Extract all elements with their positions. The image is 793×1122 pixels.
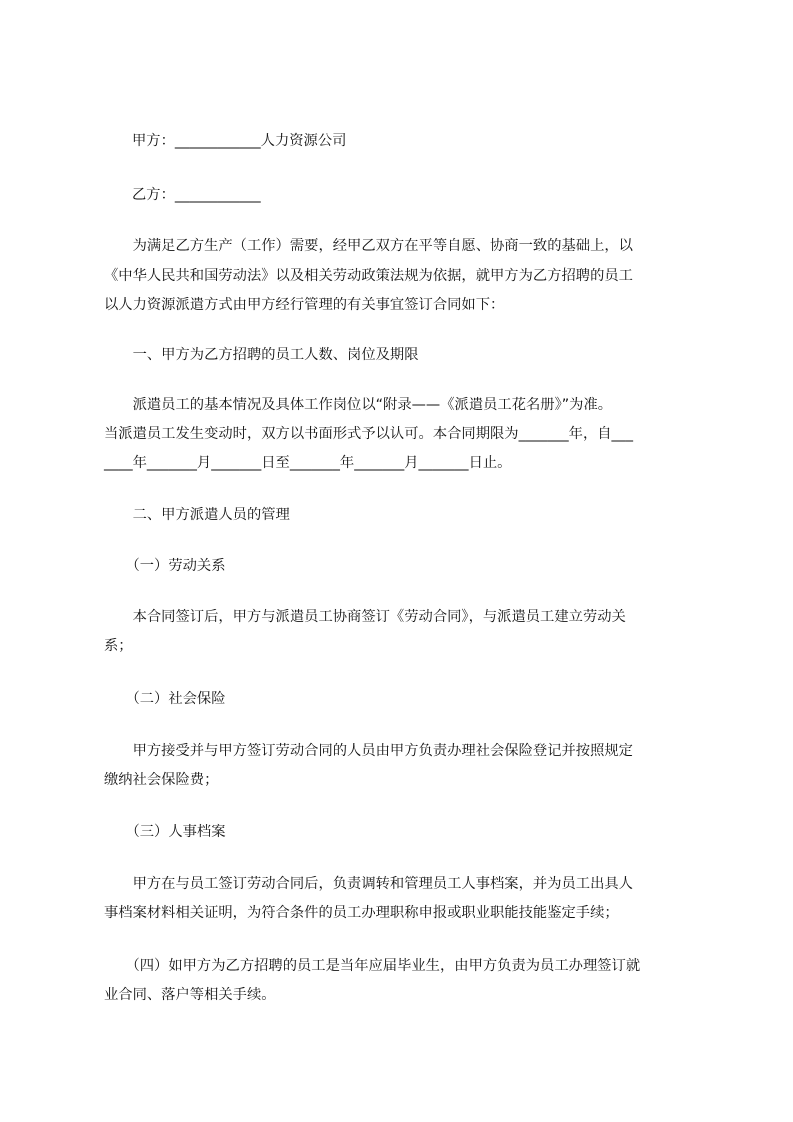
subsection-2-para-line: 甲方接受并与甲方签订劳动合同的人员由甲方负责办理社会保险登记并按照规定 xyxy=(104,743,633,759)
party-a-label: 甲方： xyxy=(132,133,175,149)
subsection-3-para-line: 甲方在与员工签订劳动合同后，负责调转和管理员工人事档案，并为员工出具人 xyxy=(104,876,633,892)
preamble-line: 为满足乙方生产（工作）需要，经甲乙双方在平等自愿、协商一致的基础上，以 xyxy=(104,238,633,254)
subsection-2-para-line: 缴纳社会保险费； xyxy=(104,772,219,788)
party-b-blank: ____________ xyxy=(174,187,261,203)
section-1-para-line: ____年_______月_______日至_______年_______月_______日止。 xyxy=(104,455,512,471)
section-1-heading: 一、甲方为乙方招聘的员工人数、岗位及期限 xyxy=(104,347,419,363)
subsection-1-para-line: 系； xyxy=(104,638,133,654)
subsection-4-para-line: （四）如甲方为乙方招聘的员工是当年应届毕业生，由甲方负责为员工办理签订就 xyxy=(104,958,641,974)
subsection-2-heading: （二）社会保险 xyxy=(104,691,226,707)
subsection-1-para-line: 本合同签订后，甲方与派遣员工协商签订《劳动合同》，与派遣员工建立劳动关 xyxy=(104,609,626,625)
section-1-para-line: 派遣员工的基本情况及具体工作岗位以“附录——《派遣员工花名册》”为准。 xyxy=(104,397,613,413)
party-a-blank: ____________ xyxy=(174,133,261,149)
subsection-1-heading: （一）劳动关系 xyxy=(104,558,226,574)
subsection-3-heading: （三）人事档案 xyxy=(104,824,226,840)
party-a-line xyxy=(104,131,704,151)
subsection-4-para-line: 业合同、落户等相关手续。 xyxy=(104,987,276,1003)
section-1-para-line: 当派遣员工发生变动时，双方以书面形式予以认可。本合同期限为_______年，自___ xyxy=(104,426,633,442)
party-b-label: 乙方： xyxy=(132,187,175,203)
party-b-line xyxy=(104,185,704,205)
subsection-3-para-line: 事档案材料相关证明，为符合条件的员工办理职称申报或职业职能技能鉴定手续； xyxy=(104,905,619,921)
preamble-line: 《中华人民共和国劳动法》以及相关劳动政策法规为依据，就甲方为乙方招聘的员工 xyxy=(104,268,633,284)
preamble-line: 以人力资源派遣方式由甲方经行管理的有关事宜签订合同如下： xyxy=(104,297,505,313)
party-a-suffix: 人力资源公司 xyxy=(260,133,347,149)
section-2-heading: 二、甲方派遣人员的管理 xyxy=(104,507,290,523)
